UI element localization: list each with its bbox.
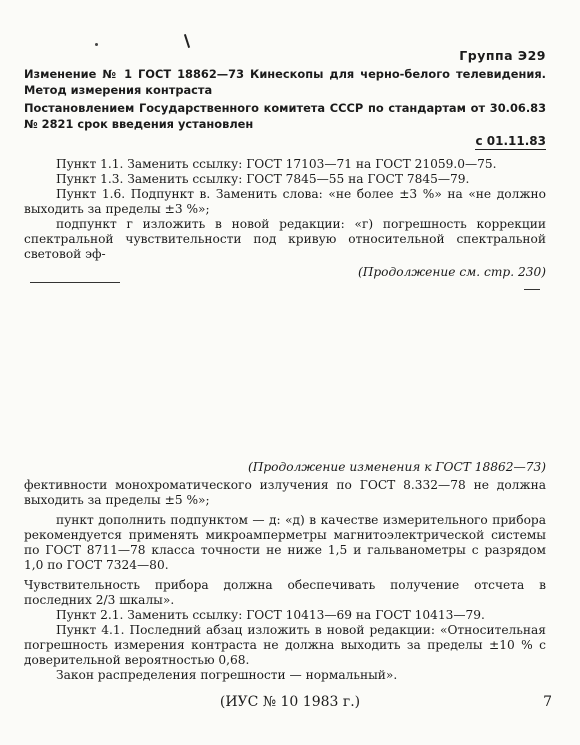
continuation-heading: (Продолжение изменения к ГОСТ 18862—73) (247, 460, 546, 474)
paragraph-sensitivity: Чувствительность прибора должна обеспечивать получение отсчета в последних 2/3 шкалы». (24, 578, 546, 607)
paragraph-distribution-law: Закон распределения погрешности — нормальный». (56, 668, 398, 682)
section-part-2 (24, 460, 546, 683)
paragraph-1-6: Пункт 1.6. Подпункт в. Заменить слова: «не более ±3 %» на «не должно выходить за пределы ±3 %»; (24, 187, 546, 216)
stray-dot-mark (95, 43, 98, 46)
issue-reference: (ИУС № 10 1983 г.) (219, 694, 361, 710)
paragraph-1-1: Пункт 1.1. Заменить ссылку: ГОСТ 17103—71 на ГОСТ 21059.0—75. (56, 157, 497, 171)
divider-left (30, 282, 120, 283)
continued-note: (Продолжение см. стр. 230) (357, 265, 546, 279)
effective-date: с 01.11.83 (475, 134, 546, 148)
paragraph-continuation: фективности монохроматического излучения по ГОСТ 8.332—78 не должна выходить за пределы ±5 %»; (24, 478, 546, 507)
paragraph-subitem-g: подпункт г изложить в новой редакции: «г) погрешность коррекции спектральной чувствительности под кривую относительной спектральной световой эф- (24, 217, 546, 261)
group-code: Группа Э29 (459, 48, 546, 63)
page-number: 7 (543, 694, 552, 710)
divider-right-mark (524, 289, 540, 290)
paragraph-4-1: Пункт 4.1. Последний абзац изложить в новой редакции: «Относительная погрешность измерения контраста не должна выходить за пределы ±10 % с доверительной вероятностью 0,68. (24, 623, 546, 667)
paragraph-1-3: Пункт 1.3. Заменить ссылку: ГОСТ 7845—55 на ГОСТ 7845—79. (56, 172, 470, 186)
decree-text: Постановлением Государственного комитета СССР по стандартам от 30.06.83 № 2821 срок введения установлен (24, 101, 546, 131)
section-part-1 (24, 157, 546, 280)
paragraph-2-1: Пункт 2.1. Заменить ссылку: ГОСТ 10413—69 на ГОСТ 10413—79. (56, 608, 485, 622)
amendment-title: Изменение № 1 ГОСТ 18862—73 Кинескопы для черно-белого телевидения. Метод измерения контраста (24, 67, 546, 97)
stray-tick-mark (184, 34, 190, 48)
paragraph-subitem-d: пункт дополнить подпунктом — д: «д) в качестве измерительного прибора рекомендуется применять микроамперметры магнитоэлектрической системы по ГОСТ 8711—78 класса точности не ниже 1,5 и гальванометры с разрядом 1,0 по ГОСТ 7324—80. (24, 513, 546, 572)
